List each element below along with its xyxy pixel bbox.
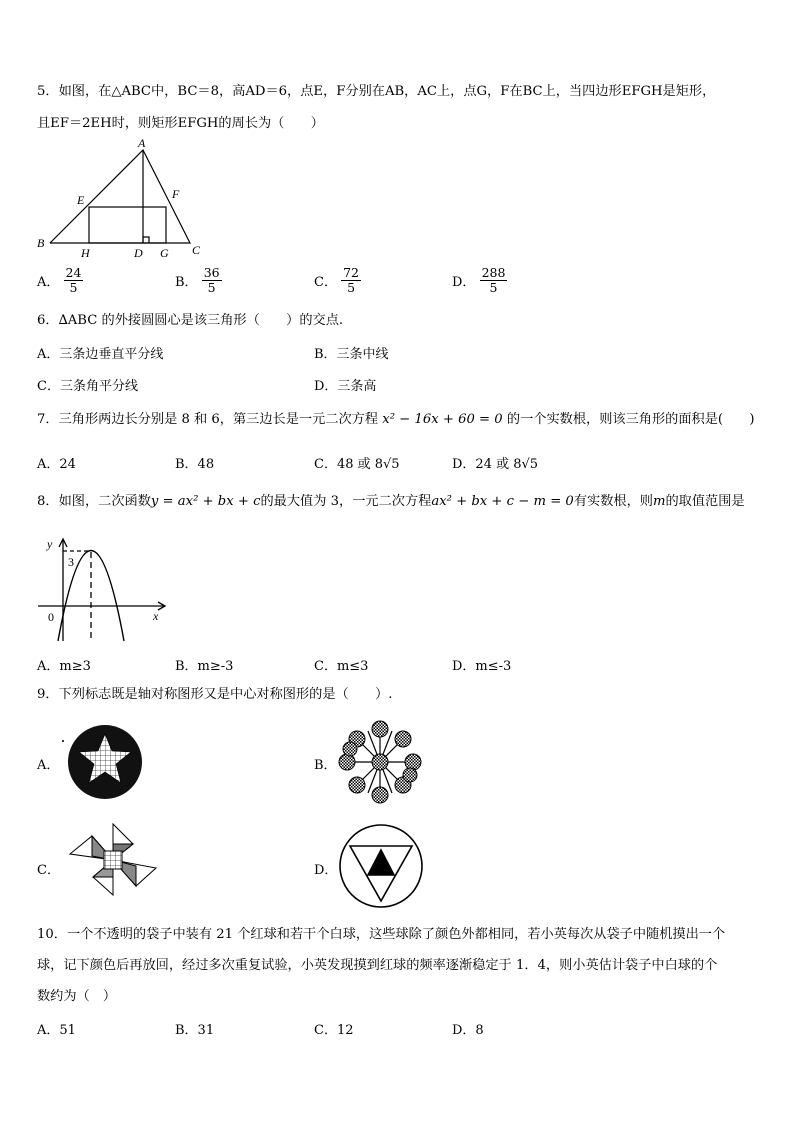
star-in-circle-icon — [62, 725, 142, 799]
axis-x-label: x — [153, 609, 159, 623]
q8-stem: 8．如图，二次函数y = ax² + bx + c的最大值为 3，一元二次方程ax² + bx + c − m = 0有实数根，则m的取值范围是 — [37, 494, 745, 509]
q6-option-d[interactable]: D．三条高 — [314, 379, 377, 394]
q10-stem-line2: 球，记下颜色后再放回，经过多次重复试验，小英发现摸到红球的频率逐渐稳定于 1．4，则小英估计袋子中白球的个 — [37, 958, 718, 973]
q5-option-c[interactable]: C． $\frac{72}{5}$ — [314, 265, 359, 295]
q8-equation: ax² + bx + c − m = 0 — [431, 494, 574, 509]
q7-option-d[interactable]: D．24 或 8√5 — [452, 457, 539, 472]
q7-option-a[interactable]: A．24 — [37, 457, 76, 472]
q7-equation: x² − 16x + 60 = 0 — [382, 412, 503, 427]
triangle-in-circle-icon — [340, 825, 422, 907]
q6-option-a[interactable]: A．三条边垂直平分线 — [37, 347, 164, 362]
q5-option-b[interactable]: B． $\frac{36}{5}$ — [175, 265, 220, 295]
q6-option-b[interactable]: B．三条中线 — [314, 347, 389, 362]
label-A: A — [138, 136, 146, 150]
flower-circles-icon — [339, 721, 421, 803]
q8-option-c[interactable]: C．m≤3 — [314, 659, 369, 674]
label-D: D — [134, 246, 143, 260]
q9-option-b-letter[interactable]: B． — [314, 758, 337, 773]
q10-option-d[interactable]: D．8 — [452, 1023, 484, 1038]
q8-option-d[interactable]: D．m≤-3 — [452, 659, 512, 674]
label-H: H — [81, 246, 90, 260]
q10-stem-line3: 数约为（ ） — [37, 989, 117, 1004]
q7-option-b[interactable]: B．48 — [175, 457, 215, 472]
q9-option-d-letter[interactable]: D． — [314, 863, 338, 878]
q10-option-c[interactable]: C．12 — [314, 1023, 354, 1038]
label-G: G — [160, 246, 169, 260]
q5-option-d[interactable]: D． $\frac{288}{5}$ — [452, 265, 506, 295]
q9-option-c-letter[interactable]: C． — [37, 863, 60, 878]
q9-option-a-letter[interactable]: A． — [37, 758, 60, 773]
q7-option-c[interactable]: C．48 或 8√5 — [314, 457, 400, 472]
label-E: E — [77, 193, 85, 207]
q10-option-a[interactable]: A．51 — [37, 1023, 76, 1038]
q8-function: y = ax² + bx + c — [150, 494, 261, 509]
pinwheel-icon — [70, 824, 156, 895]
q6-stem: 6．∆ABC 的外接圆圆心是该三角形（ ）的交点. — [37, 313, 344, 328]
q5-stem-line1: 5．如图，在△ABC中，BC＝8，高AD＝6，点E，F分别在AB，AC上，点G，F在BC上，当四边形EFGH是矩形， — [37, 84, 716, 99]
label-B: B — [37, 236, 45, 250]
axis-y-label: y — [47, 537, 53, 551]
q8-option-b[interactable]: B．m≥-3 — [175, 659, 234, 674]
max-value-label: 3 — [68, 555, 74, 569]
q8-option-a[interactable]: A．m≥3 — [37, 659, 91, 674]
origin-label: 0 — [48, 610, 54, 624]
q5-stem-line2: 且EF＝2EH时，则矩形EFGH的周长为（ ） — [37, 116, 324, 131]
q9-stem: 9．下列标志既是轴对称图形又是中心对称图形的是（ ）. — [37, 687, 393, 702]
q10-stem-line1: 10．一个不透明的袋子中装有 21 个红球和若干个白球，这些球除了颜色外都相同，若小英每次从袋子中随机摸出一个 — [37, 927, 726, 942]
label-F: F — [172, 187, 180, 201]
q7-stem: 7．三角形两边长分别是 8 和 6，第三边长是一元二次方程 x² − 16x + 60 = 0 的一个实数根，则该三角形的面积是( ) — [37, 412, 755, 427]
label-C: C — [192, 243, 201, 257]
q6-option-c[interactable]: C．三条角平分线 — [37, 379, 138, 394]
q10-option-b[interactable]: B．31 — [175, 1023, 215, 1038]
q5-option-a[interactable]: A． $\frac{24}{5}$ — [37, 265, 82, 295]
